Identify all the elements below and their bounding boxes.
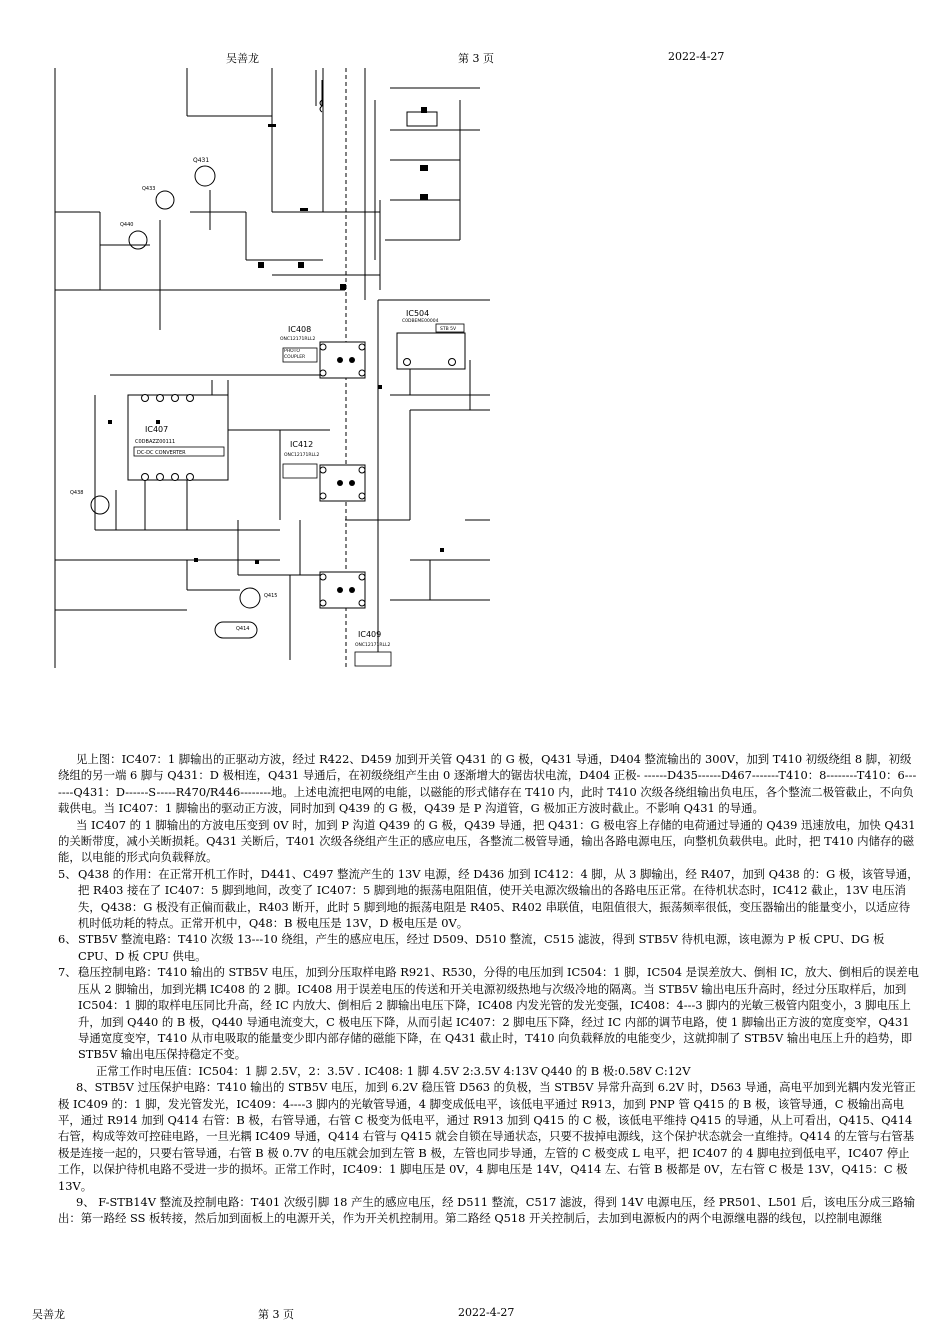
q431-label: Q431 [193,157,210,164]
header-date: 2022-4-27 [668,50,725,63]
ic407-name: IC407 [145,425,169,434]
footer-author: 吴善龙 [32,1308,65,1321]
ic408-label: PHOTO COUPLER [284,349,306,360]
ic408-part: ONC12171RLL2 [280,337,316,342]
q415-label: Q415 [264,593,278,599]
ic408-name: IC408 [288,325,312,334]
circuit-schematic [0,62,950,722]
ic409-name: IC409 [358,630,382,639]
list-number: 7、 [58,965,77,980]
ic409-part: ONC12171RLL2 [355,643,391,648]
body-text [58,751,920,1227]
list-text: Q438 的作用：在正常开机工作时，D441、C497 整流产生的 13V 电源，经 D436 加到 IC412：4 脚，从 3 脚输出，经 R407，加到 Q438 的：G 极，该管导通，把 R403 接在了 IC407：5 脚到地间，改变了 IC407：5 脚到地的振荡电阻阻值，使开关电源次级输出的各路电压正常。在待机状态时，IC412 截止，13V 电压消失，Q438：G 极没有正偏而截止，R403 断开，此时 5 脚到地的振荡电阻是 R405、R402 串联值，电阻值很大，振荡频率很低，变压器输出的能量变小，以适应待机时低功耗的特点。正常开机中，Q48：B 极电压是 13V，D 极电压是 0V。 [78,866,919,931]
ic504-name: IC504 [406,309,430,318]
paragraph-ic407-zero: 当 IC407 的 1 脚输出的方波电压变到 0V 时，加到 P 沟道 Q439 的 G 极，Q439 导通，把 Q431：G 极电容上存储的电荷通过导通的 Q439 迅速放电，加快 Q431 的关断带度，减小关断损耗。Q431 关断后，T401 次级各绕组产生正的感应电压，各整流二极管导通，输出各路电源电压，向整机负载供电。此时，把 T410 内储存的磁能，以电能的形式向负载释放。 [58,817,916,865]
ic412-name: IC412 [290,440,314,449]
paragraph-ic407-drive: 见上图：IC407：1 脚输出的正驱动方波，经过 R422、D459 加到开关管 Q431 的 G 极，Q431 导通，D404 整流输出的 300V，加到 T410 初级绕组 8 脚，初级绕组的另一端 6 脚与 Q431：D 极相连，Q431 导通后，在初级绕组产生由 0 逐渐增大的锯齿状电流，D404 正极- ------D435------D467-------T410：8--------T410：6-------Q431：D------S-----R470/R446--------地。上述电流把电网的电能，以磁能的形式储存在 T410 内，此时 T410 次级各绕组输出负电压，各个整流二极管截止，不向负载供电。当 IC407：1 脚输出的驱动正方波，同时加到 Q439 的 G 极，Q439 是 P 沟道管，G 极加正方波时截止。不影响 Q431 的导通。 [58,752,917,816]
ic407-part: C0DBAZZ00111 [135,439,176,445]
list-text: STB5V 整流电路：T410 次级 13---10 绕组，产生的感应电压，经过 D509、D510 整流，C515 滤波，得到 STB5V 待机电源，该电源为 P 板 CPU、DG 板 CPU、D 板 CPU 供电。 [78,932,885,963]
ic412-part: ONC12171RLL2 [284,453,320,458]
list-number: 6、 [58,932,77,947]
q433-label: Q433 [142,186,156,192]
q440-label: Q440 [120,222,134,228]
q438-label: Q438 [70,490,84,496]
paragraph-fstb14v: 9、 F-STB14V 整流及控制电路：T401 次级引脚 18 产生的感应电压，经 D511 整流，C517 滤波，得到 14V 电源电压，经 PR501、L501 后，该电压分成三路输出：第一路经 SS 板转接，然后加到面板上的电源开关，作为开关机控制用。第二路经 Q518 开关控制后，去加到电源板内的两个电源继电器的线包，以控制电源继 [58,1194,915,1226]
ic504-label: STB 5V [440,327,457,332]
header-page: 第 3 页 [458,52,494,65]
header-author: 吴善龙 [226,52,259,65]
footer-date: 2022-4-27 [458,1306,515,1319]
list-number: 5、 [58,866,77,881]
list-item-5 [58,866,920,932]
ic407-label: DC-DC CONVERTER [137,450,186,456]
list-text: 稳压控制电路：T410 输出的 STB5V 电压，加到分压取样电路 R921、R530，分得的电压加到 IC504：1 脚，IC504 是误差放大、倒相 IC，放大、倒相后的误差电压从 2 脚输出，加到光耦 IC408 的 2 脚。IC408 用于误差电压的传送和开关电源初级热地与次级冷地的隔离。当 STB5V 输出电压升高时，经过分压取样后，加到 IC504：1 脚的取样电压同比升高，经 IC 内放大、倒相后 2 脚输出电压下降，IC408 内发光管的发光变强，IC408：4---3 脚内的光敏三极管内阻变小，3 脚电压上升，加到 Q440 的 B 极，Q440 导通电流变大，C 极电压下降，从而引起 IC407：2 脚电压下降，经过 IC 内部的调节电路，使 1 脚输出正方波的宽度变窄，Q431 导通宽度变窄，T410 从市电吸取的能量变少即内部存储的磁能下降，在 Q431 截止时，T410 向负载释放的电能变少，这就抑制了 STB5V 输出电压上升的趋势，即 STB5V 输出电压保持稳定不变。 [78,965,919,1062]
list-item-6 [58,931,920,964]
list-item-7 [58,964,920,1062]
footer-page: 第 3 页 [258,1308,294,1321]
ic504-part: C0DBEME00004 [402,319,439,324]
paragraph-voltages: 正常工作时电压值：IC504：1 脚 2.5V，2：3.5V . IC408: 1 脚 4.5V 2:3.5V 4:13V Q440 的 B 极:0.58V C:12V [96,1063,691,1078]
paragraph-overvoltage: 8、STB5V 过压保护电路：T410 输出的 STB5V 电压，加到 6.2V 稳压管 D563 的负极，当 STB5V 异常升高到 6.2V 时，D563 导通，高电平加到光耦内发光管正极 IC409 的：1 脚，发光管发光，IC409：4----3 脚内的光敏管导通，4 脚变成低电平，该低电平通过 R913，加到 PNP 管 Q415 的 B 极，该管导通，C 极输出高电平，通过 R914 加到 Q414 右管：B 极，右管导通，右管 C 极变为低电平，通过 R913 加到 Q415 的 C 极，该低电平维持 Q415 的导通，从上可看出，Q415、Q414 右管，构成等效可控硅电路，一旦光耦 IC409 导通，Q414 右管与 Q415 就会自锁在导通状态，只要不拔掉电源线，这个保护状态就会一直维持。Q414 的左管与右管基极是连接一起的，只要右管导通，右管 B 极 0.7V 的电压就会加到左管 B 极，左管也同步导通，左管的 C 极变成 L 电平，把 IC407 的 4 脚电拉到低电平，IC407 停止工作，以保护待机电路不受进一步的损坏。正常工作时，IC409：1 脚电压是 0V，4 脚电压是 14V，Q414 左、右管 B 极都是 0V，左右管 C 极是 13V，Q415：C 极 13V。 [58,1080,916,1193]
q414-label: Q414 [236,626,250,632]
